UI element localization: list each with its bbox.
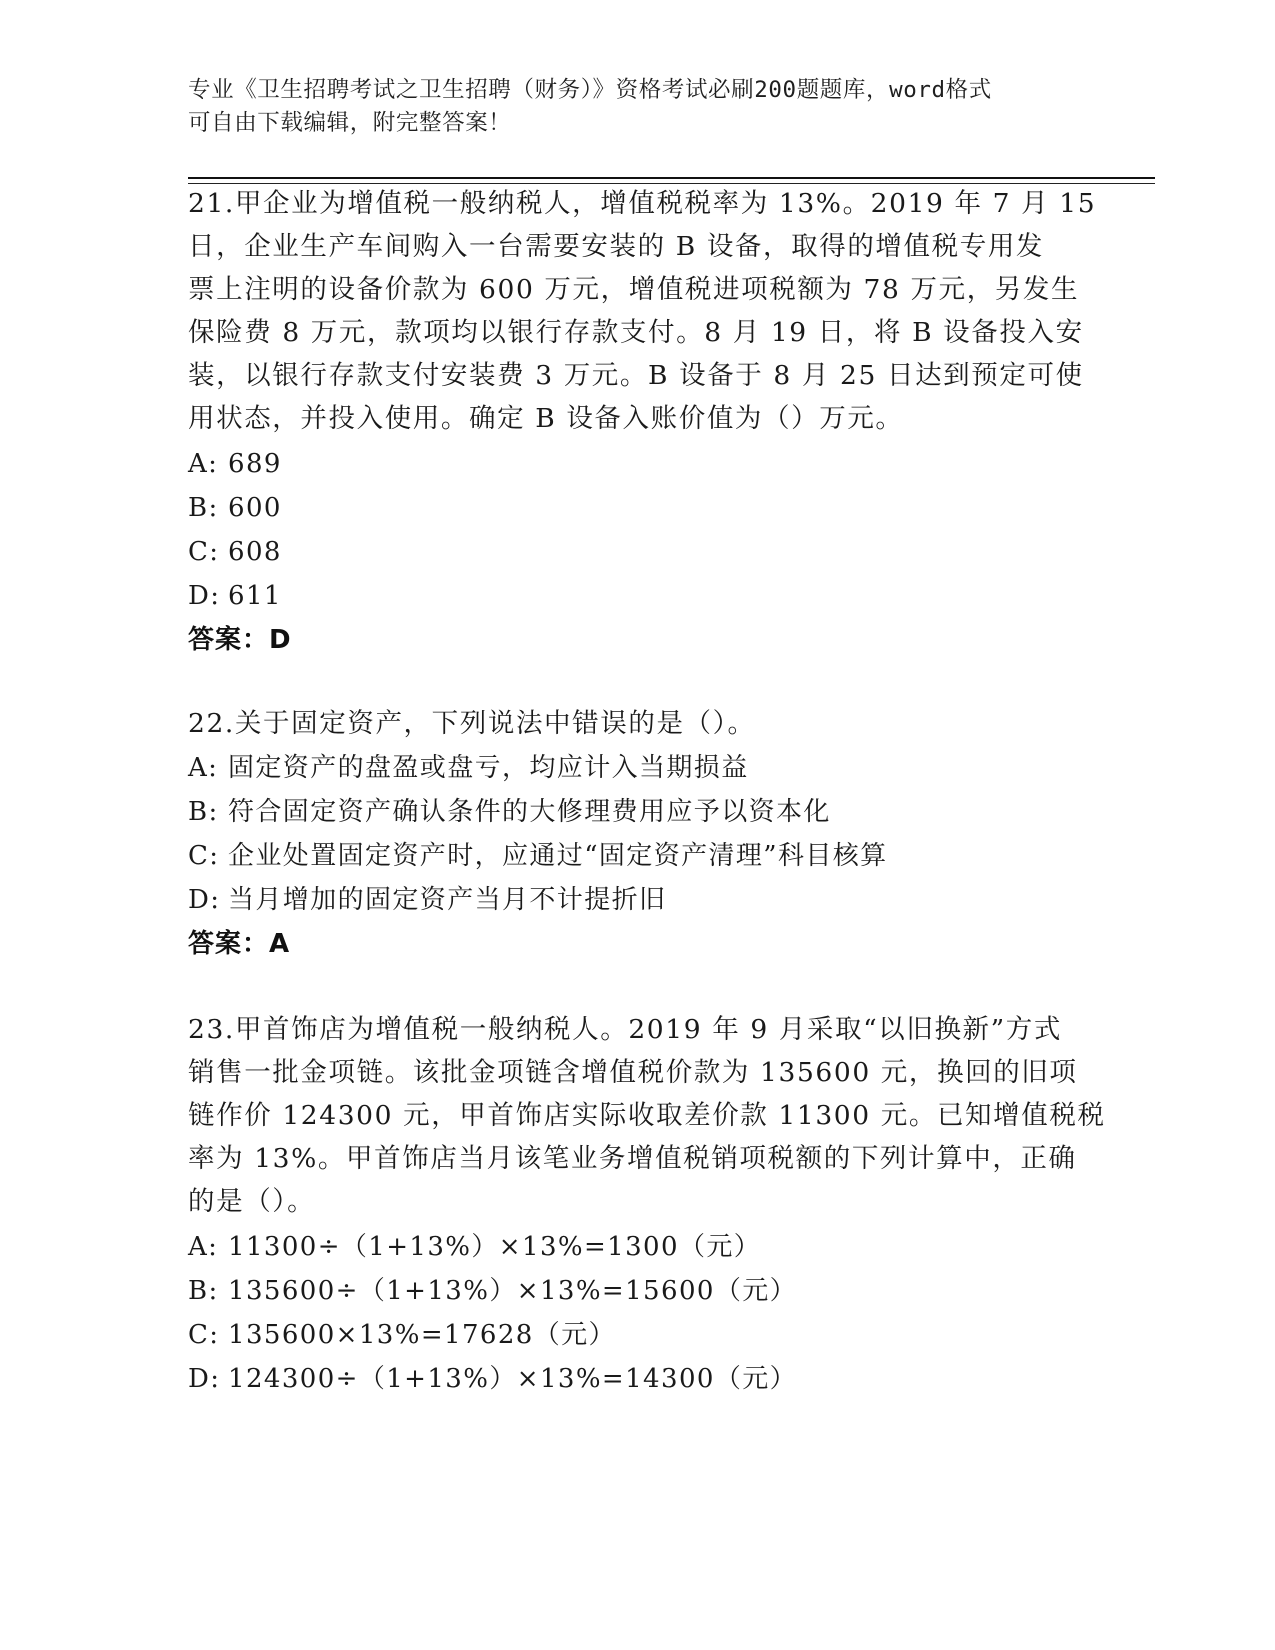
- header-divider-thick: [188, 177, 1155, 179]
- question-22-option-c: [188, 838, 888, 874]
- option-text: 135600×13%=17628（元）: [228, 1320, 616, 1350]
- question-21-line-1: 21.甲企业为增值税一般纳税人，增值税税率为 13%。2019 年 7 月 15: [188, 188, 1097, 219]
- option-text: 689: [228, 449, 282, 479]
- header-line-1: 专业《卫生招聘考试之卫生招聘（财务）》资格考试必刷200题题库，word格式: [188, 77, 992, 103]
- option-text: 当月增加的固定资产当月不计提折旧: [228, 885, 667, 915]
- option-text: 124300÷（1+13%）×13%=14300（元）: [228, 1364, 798, 1394]
- question-21-answer: 答案：D: [188, 625, 292, 655]
- question-23-option-a: [188, 1229, 761, 1265]
- option-text: 600: [228, 493, 282, 523]
- option-text: 611: [228, 581, 282, 611]
- option-text: 固定资产的盘盈或盘亏，均应计入当期损益: [228, 753, 749, 783]
- question-22-answer: 答案：A: [188, 929, 291, 959]
- question-22-line-1: 22.关于固定资产，下列说法中错误的是（）。: [188, 708, 756, 739]
- document-header: [188, 74, 1088, 140]
- question-21-line-2: 日，企业生产车间购入一台需要安装的 B 设备，取得的增值税专用发: [188, 231, 1045, 262]
- option-label: D:: [188, 581, 221, 611]
- option-label: B:: [188, 1276, 219, 1306]
- option-label: C:: [188, 537, 220, 567]
- question-23-line-2: 销售一批金项链。该批金项链含增值税价款为 135600 元，换回的旧项: [188, 1057, 1078, 1088]
- option-text: 135600÷（1+13%）×13%=15600（元）: [228, 1276, 798, 1306]
- question-23-option-c: [188, 1317, 616, 1353]
- question-21-option-b: [188, 490, 282, 526]
- question-21-line-3: 票上注明的设备价款为 600 万元，增值税进项税额为 78 万元，另发生: [188, 274, 1080, 305]
- option-text: 符合固定资产确认条件的大修理费用应予以资本化: [228, 797, 831, 827]
- question-21-option-c: [188, 534, 282, 570]
- option-label: B:: [188, 493, 219, 523]
- option-label: A:: [188, 449, 219, 479]
- question-21-line-6: 用状态，并投入使用。确定 B 设备入账价值为（）万元。: [188, 403, 904, 434]
- question-22-option-d: [188, 882, 666, 918]
- question-22-option-b: [188, 794, 831, 830]
- option-label: C:: [188, 1320, 220, 1350]
- option-label: D:: [188, 1364, 221, 1394]
- option-label: A:: [188, 753, 219, 783]
- question-23-line-5: 的是（）。: [188, 1186, 316, 1217]
- header-divider-thin: [188, 183, 1155, 184]
- question-21-line-5: 装，以银行存款支付安装费 3 万元。B 设备于 8 月 25 日达到预定可使: [188, 360, 1084, 391]
- option-text: 608: [228, 537, 282, 567]
- option-label: B:: [188, 797, 219, 827]
- question-23-line-4: 率为 13%。甲首饰店当月该笔业务增值税销项税额的下列计算中，正确: [188, 1143, 1077, 1174]
- question-22-option-a: [188, 750, 749, 786]
- question-21-line-4: 保险费 8 万元，款项均以银行存款支付。8 月 19 日，将 B 设备投入安: [188, 317, 1084, 348]
- question-23-line-1: 23.甲首饰店为增值税一般纳税人。2019 年 9 月采取“以旧换新”方式: [188, 1014, 1063, 1045]
- option-label: C:: [188, 841, 220, 871]
- header-line-2: 可自由下载编辑，附完整答案！: [188, 110, 512, 136]
- question-21-option-a: [188, 446, 282, 482]
- question-23-option-d: [188, 1361, 797, 1397]
- option-label: D:: [188, 885, 221, 915]
- question-21-option-d: [188, 578, 282, 614]
- question-23-line-3: 链作价 124300 元，甲首饰店实际收取差价款 11300 元。已知增值税税: [188, 1100, 1106, 1131]
- question-23-option-b: [188, 1273, 797, 1309]
- option-text: 11300÷（1+13%）×13%=1300（元）: [228, 1232, 762, 1262]
- option-label: A:: [188, 1232, 219, 1262]
- option-text: 企业处置固定资产时，应通过“固定资产清理”科目核算: [228, 841, 888, 871]
